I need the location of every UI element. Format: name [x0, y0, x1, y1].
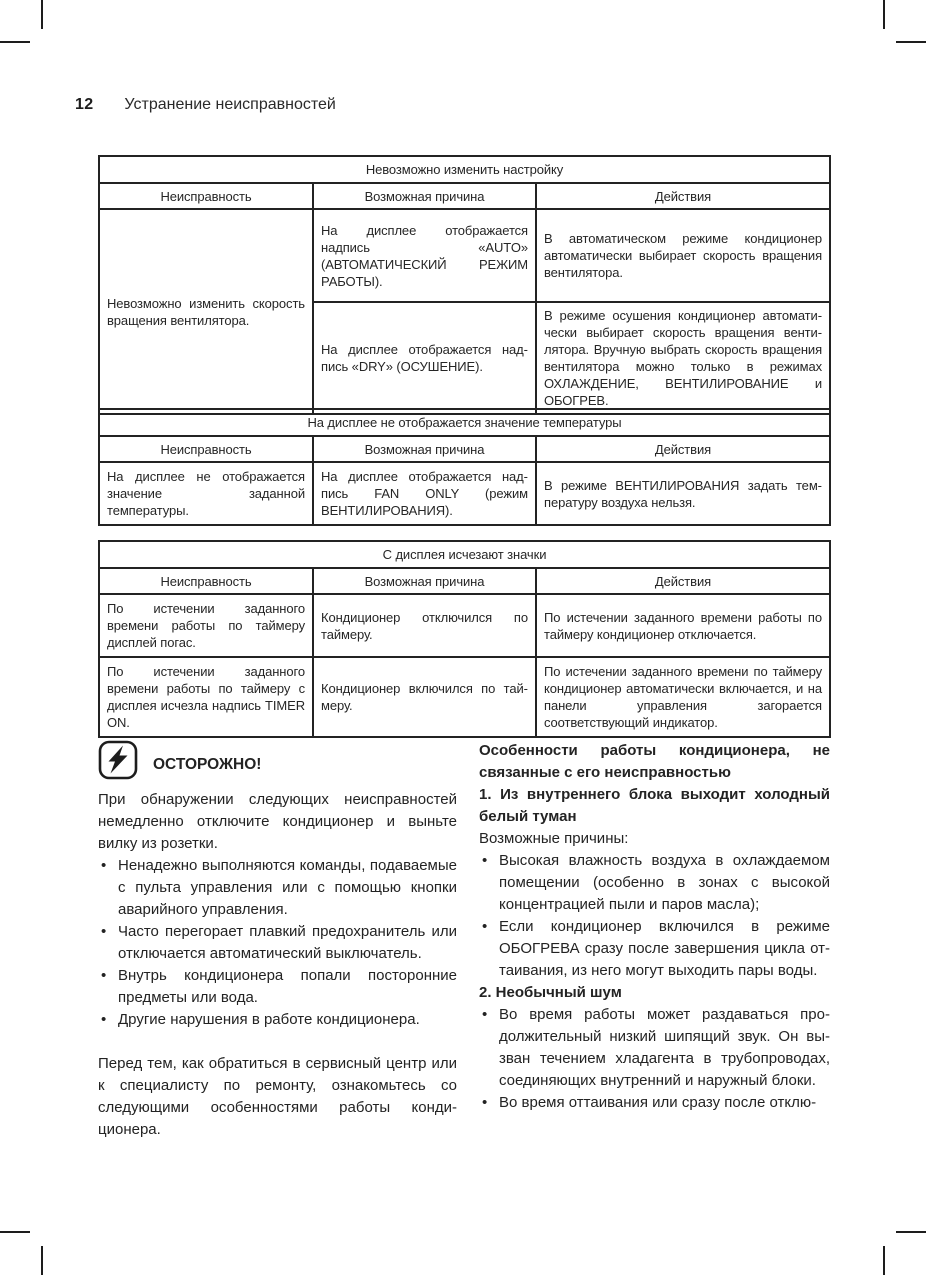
warning-title: ОСТОРОЖНО!: [153, 756, 262, 773]
page-number: 12: [75, 96, 94, 113]
list-item: • Если кондиционер включился в режиме ОБОГРЕВА сразу после завершения цикла оттаивания, из него могут выходить пары воды.: [479, 916, 830, 982]
feature-2-heading: 2. Необычный шум: [479, 984, 622, 1001]
cause-cell: Кондиционер включился по таймеру.: [313, 657, 536, 737]
fault-cell: На дисплее не отображается значение заданной температуры.: [99, 462, 313, 525]
table-title: С дисплея исчезают значки: [99, 541, 830, 568]
table-cannot-change-setting: [98, 155, 831, 415]
crop-mark: [0, 1231, 30, 1233]
fault-cell: По истечении заданного времени работы по таймеру дисплей погас.: [99, 594, 313, 657]
page-title: Устранение неисправностей: [124, 96, 336, 113]
feature-1-bullet-list: [479, 850, 830, 982]
feature-1-intro: Возможные причины:: [479, 830, 629, 847]
cause-cell: Кондиционер отключился по таймеру.: [313, 594, 536, 657]
list-item: • Другие нарушения в работе кондиционера.: [98, 1009, 457, 1031]
column-header-fault: Неисправность: [99, 183, 313, 209]
crop-mark: [883, 0, 885, 29]
action-cell: По истечении заданного времени по таймеру кондиционер автоматически включается, и на панели управления загорается соответствующий индикатор.: [536, 657, 830, 737]
column-header-action: Действия: [536, 183, 830, 209]
feature-2-bullet-list: [479, 1004, 830, 1114]
column-header-action: Действия: [536, 568, 830, 594]
table-icons-disappear: [98, 540, 831, 738]
list-item: • Во время оттаивания или сразу после отклю-: [479, 1092, 830, 1114]
warning-outro: Перед тем, как обратиться в сервисный центр или к специалисту по ремонту, ознакомьтесь со следующими особенностями работы кондиционера.: [98, 1055, 457, 1138]
crop-mark: [883, 1246, 885, 1275]
list-item: • Внутрь кондиционера попали посторонние предметы или вода.: [98, 965, 457, 1009]
column-header-action: Действия: [536, 436, 830, 462]
column-header-fault: Неисправность: [99, 568, 313, 594]
crop-mark: [41, 0, 43, 29]
list-item: • Ненадежно выполняются команды, подаваемые с пульта управления или с помощью кнопки аварийного управления.: [98, 855, 457, 921]
feature-1-heading: 1. Из внутреннего блока выходит холодный белый туман: [479, 786, 830, 825]
table-no-temperature-value: [98, 408, 831, 526]
list-item: • Высокая влажность воздуха в охлаждаемом помещении (особенно в зонах с высокой концентрацией пыли и паров масла);: [479, 850, 830, 916]
action-cell: В автоматическом режиме кондиционер автоматически выбирает скорость вращения вентилятора.: [536, 209, 830, 302]
list-item: • Во время работы может раздаваться продолжительный низкий шипящий звук. Он вызван течением хладагента в трубопроводах, соединяющих внутренний и наружный блоки.: [479, 1004, 830, 1092]
crop-mark: [0, 41, 30, 43]
fault-cell: По истечении заданного времени работы по таймеру с дисплея исчезла надпись TIMER ON.: [99, 657, 313, 737]
cause-cell: На дисплее отображается надпись «DRY» (ОСУШЕНИЕ).: [313, 302, 536, 414]
bottom-text-section: [98, 740, 830, 1141]
column-header-cause: Возможная причина: [313, 436, 536, 462]
column-header-cause: Возможная причина: [313, 183, 536, 209]
cause-cell: На дисплее отображается надпись FAN ONLY (режим ВЕНТИЛИРОВАНИЯ).: [313, 462, 536, 525]
lightning-warning-icon: [98, 740, 138, 780]
warning-intro: При обнаружении следующих неисправностей немедленно отключите кондиционер и выньте вилку из розетки.: [98, 791, 457, 852]
crop-mark: [41, 1246, 43, 1275]
crop-mark: [896, 41, 926, 43]
list-item: • Часто перегорает плавкий предохранитель или отключается автоматический выключатель.: [98, 921, 457, 965]
action-cell: По истечении заданного времени работы по таймеру кондиционер отключается.: [536, 594, 830, 657]
features-column: [479, 740, 830, 1141]
warning-header: [98, 740, 457, 780]
table-title: Невозможно изменить настройку: [99, 156, 830, 183]
action-cell: В режиме осушения кондиционер автоматически выбирает скорость вращения вентилятора. Вручную выбрать скорость вращения вентилятора можно только в режимах ОХЛАЖДЕНИЕ, ВЕНТИЛИРОВАНИЕ и ОБОГРЕВ.: [536, 302, 830, 414]
fault-cell: Невозможно изменить скорость вращения вентилятора.: [99, 209, 313, 414]
action-cell: В режиме ВЕНТИЛИРОВАНИЯ задать температуру воздуха нельзя.: [536, 462, 830, 525]
crop-mark: [896, 1231, 926, 1233]
table-title: На дисплее не отображается значение температуры: [99, 409, 830, 436]
page-header: [75, 96, 336, 114]
column-header-cause: Возможная причина: [313, 568, 536, 594]
warning-bullet-list: [98, 855, 457, 1031]
cause-cell: На дисплее отображается надпись «AUTO» (АВТОМАТИЧЕСКИЙ РЕЖИМ РАБОТЫ).: [313, 209, 536, 302]
column-header-fault: Неисправность: [99, 436, 313, 462]
features-heading: Особенности работы кондиционера, не связанные с его неисправностью: [479, 742, 830, 781]
warning-column: [98, 740, 457, 1141]
